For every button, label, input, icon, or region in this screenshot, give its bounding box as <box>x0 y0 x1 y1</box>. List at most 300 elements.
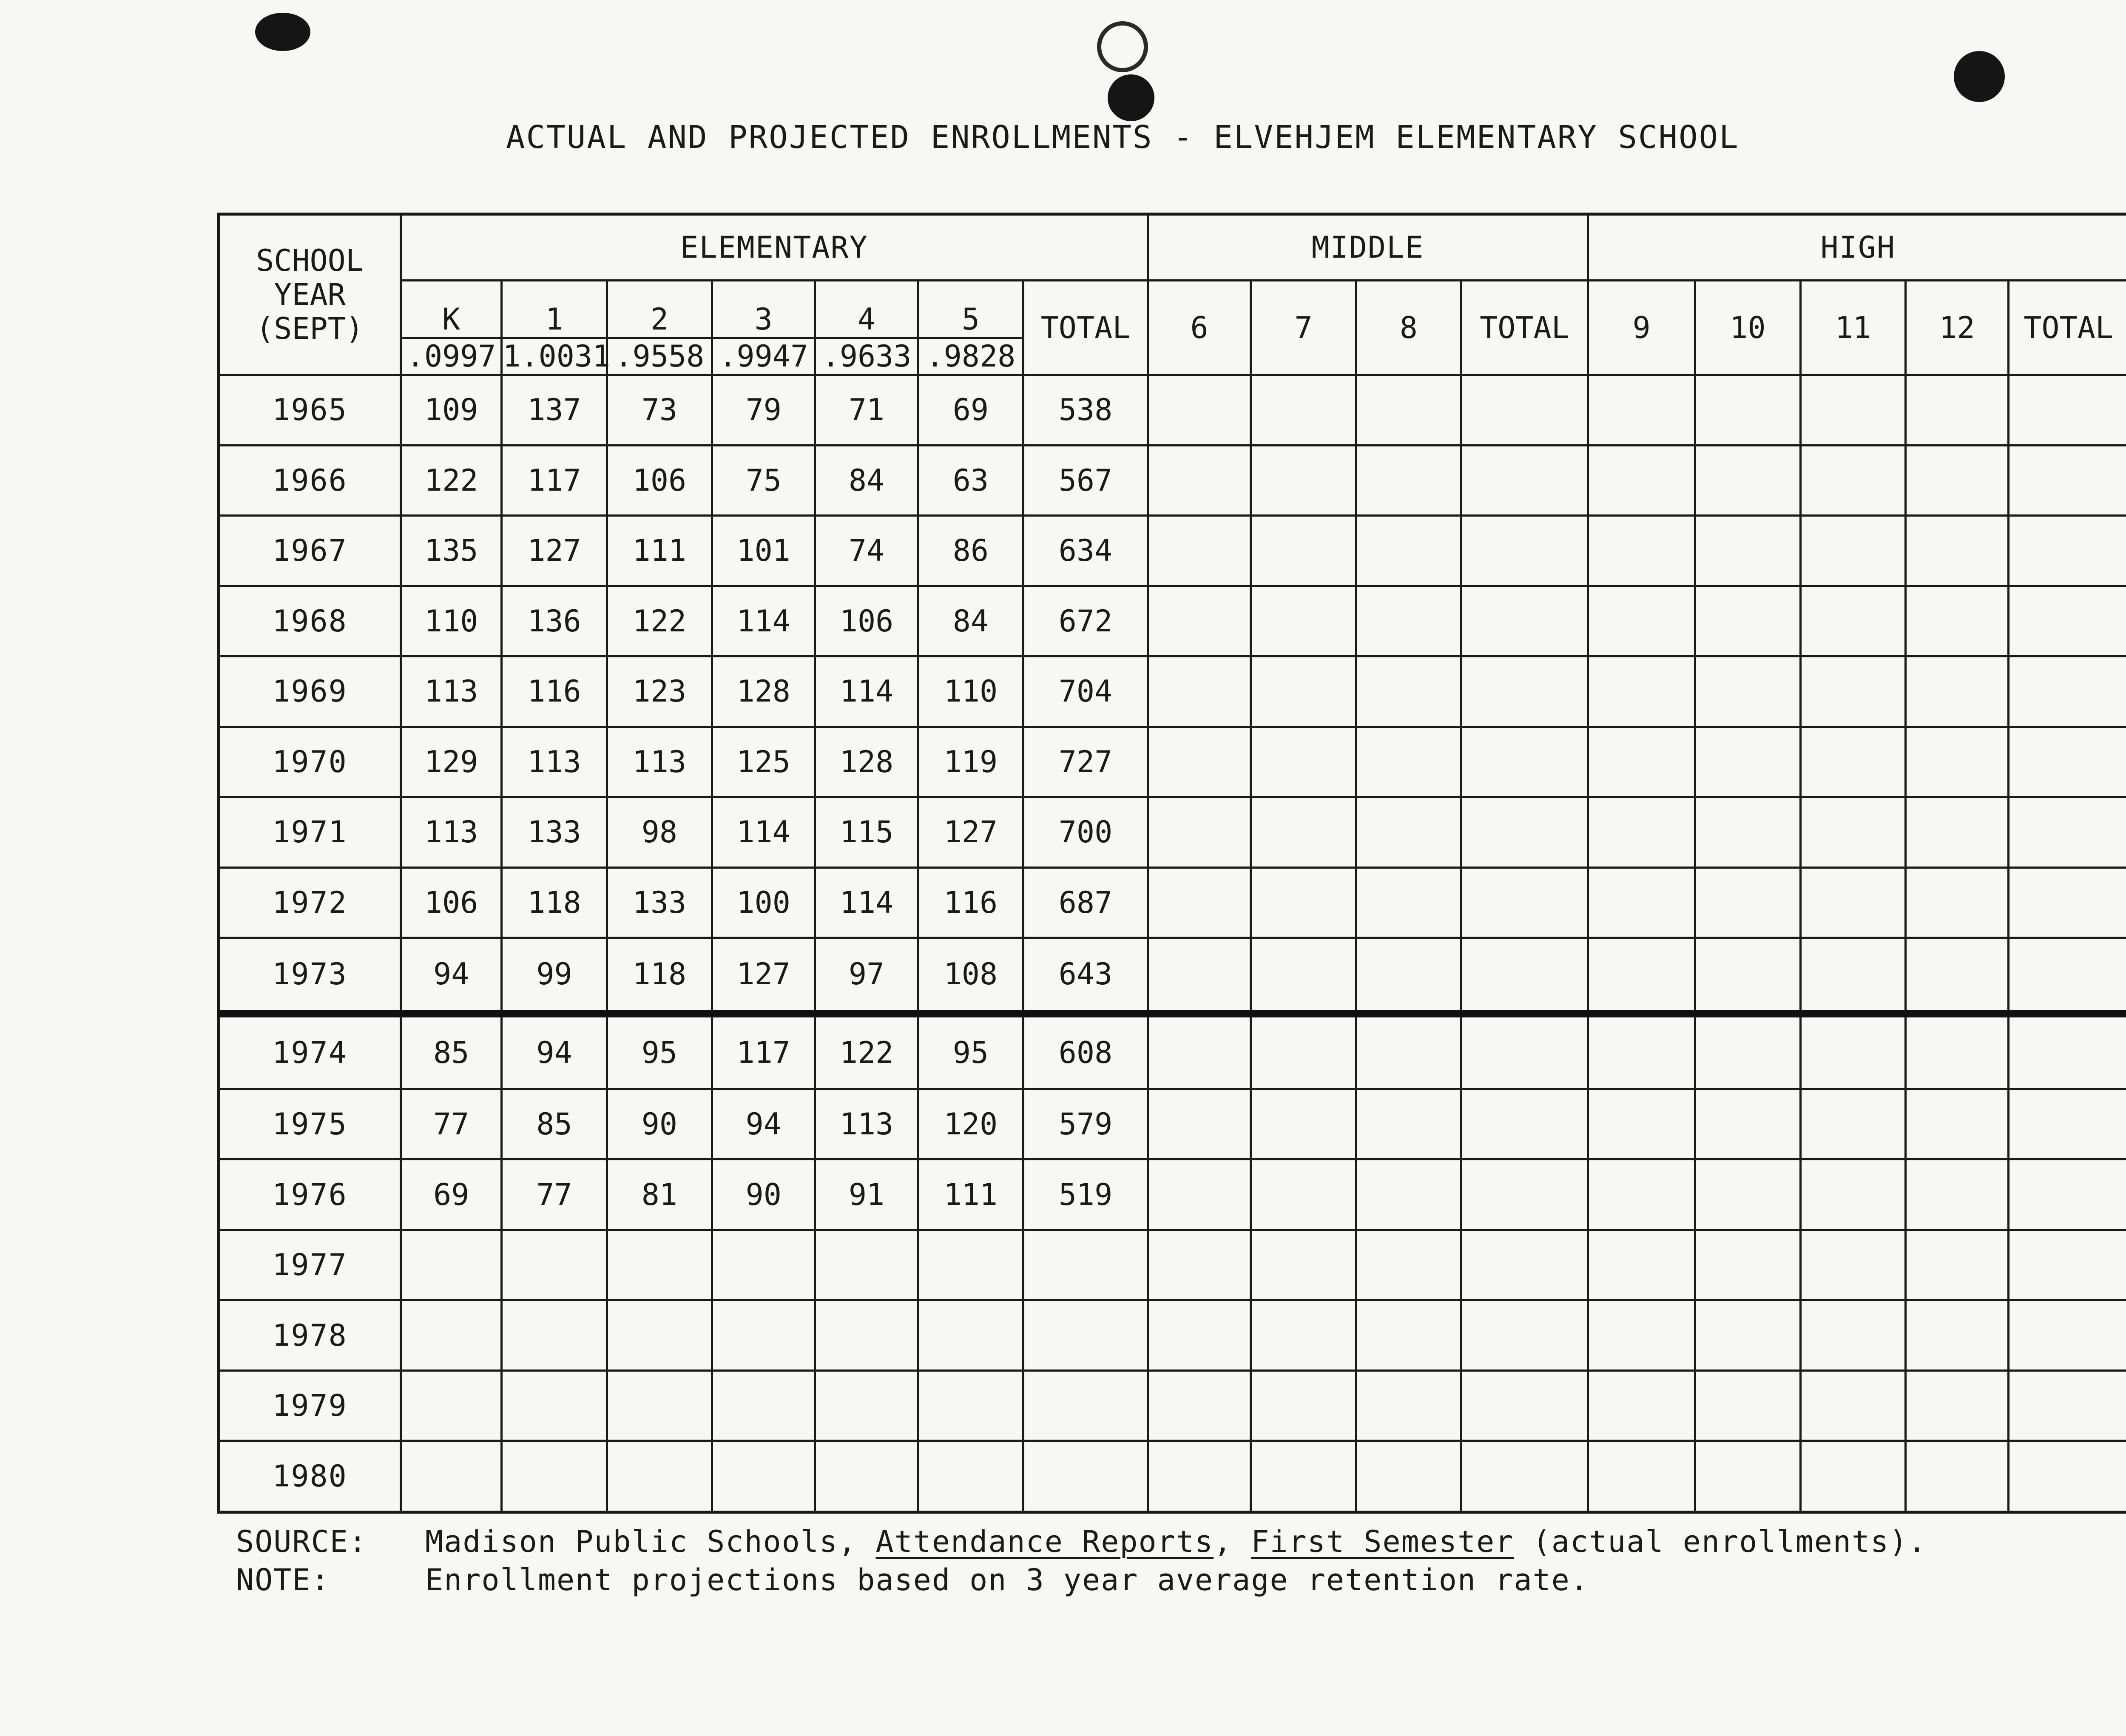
middle-empty-cell <box>1148 1300 1251 1371</box>
high-empty-cell <box>1800 727 1905 797</box>
grade-header-5: 5 <box>918 281 1023 338</box>
elementary-group-header: ELEMENTARY <box>401 214 1148 281</box>
middle-empty-cell <box>1461 1441 1588 1512</box>
elementary-cell-3: 101 <box>712 516 815 586</box>
year-cell: 1966 <box>219 445 401 516</box>
high-empty-cell <box>2009 375 2126 446</box>
elementary-cell-2: 133 <box>607 867 712 938</box>
elementary-cell-5 <box>918 1230 1023 1300</box>
middle-empty-cell <box>1148 1014 1251 1089</box>
middle-empty-cell <box>1356 656 1461 727</box>
elementary-cell-5: 84 <box>918 586 1023 656</box>
elementary-cell-4: 91 <box>815 1159 918 1230</box>
table-row <box>219 586 2126 656</box>
middle-empty-cell <box>1251 1089 1356 1159</box>
elementary-cell-4 <box>815 1441 918 1512</box>
group-header-row <box>219 214 2126 281</box>
middle-empty-cell <box>1356 867 1461 938</box>
table-row <box>219 445 2126 516</box>
source-prefix: Madison Public Schools, <box>425 1524 857 1559</box>
middle-empty-cell <box>1251 867 1356 938</box>
middle-empty-cell <box>1461 797 1588 868</box>
elementary-cell-1: 137 <box>502 375 607 446</box>
elementary-cell-3 <box>712 1300 815 1371</box>
elementary-cell-1: 133 <box>502 797 607 868</box>
elementary-cell-total: 634 <box>1023 516 1148 586</box>
year-cell: 1976 <box>219 1159 401 1230</box>
retention-rate-2: .9558 <box>607 338 712 375</box>
elementary-cell-total: 700 <box>1023 797 1148 868</box>
year-cell: 1973 <box>219 938 401 1014</box>
high-total-header: TOTAL <box>2009 281 2126 375</box>
middle-empty-cell <box>1148 1370 1251 1441</box>
elementary-cell-2: 95 <box>607 1014 712 1089</box>
punch-hole-center <box>1108 74 1154 121</box>
elementary-cell-k <box>401 1230 502 1300</box>
high-empty-cell <box>1588 1014 1695 1089</box>
high-empty-cell <box>1800 375 1905 446</box>
elementary-cell-5: 63 <box>918 445 1023 516</box>
retention-rate-4: .9633 <box>815 338 918 375</box>
middle-empty-cell <box>1356 1159 1461 1230</box>
elementary-cell-5 <box>918 1441 1023 1512</box>
year-cell: 1965 <box>219 375 401 446</box>
high-empty-cell <box>1695 1370 1800 1441</box>
elementary-cell-total <box>1023 1300 1148 1371</box>
middle-empty-cell <box>1356 1014 1461 1089</box>
grade-header-8: 8 <box>1356 281 1461 375</box>
enrollment-table <box>217 213 2126 1514</box>
high-empty-cell <box>2009 656 2126 727</box>
table-row <box>219 1230 2126 1300</box>
page-title: ACTUAL AND PROJECTED ENROLLMENTS - ELVEHJEM ELEMENTARY SCHOOL <box>506 119 1739 156</box>
middle-empty-cell <box>1251 445 1356 516</box>
note-text: Enrollment projections based on 3 year average retention rate. <box>425 1563 1589 1597</box>
high-empty-cell <box>1905 1230 2008 1300</box>
elementary-cell-1: 99 <box>502 938 607 1014</box>
middle-empty-cell <box>1148 797 1251 868</box>
elementary-cell-1 <box>502 1441 607 1512</box>
elementary-cell-1: 117 <box>502 445 607 516</box>
elementary-cell-total: 704 <box>1023 656 1148 727</box>
elementary-cell-k: 77 <box>401 1089 502 1159</box>
elementary-cell-4: 128 <box>815 727 918 797</box>
high-empty-cell <box>1695 1230 1800 1300</box>
high-empty-cell <box>1588 867 1695 938</box>
year-cell: 1967 <box>219 516 401 586</box>
high-empty-cell <box>1695 1441 1800 1512</box>
middle-empty-cell <box>1356 1300 1461 1371</box>
elementary-cell-2: 106 <box>607 445 712 516</box>
year-cell: 1975 <box>219 1089 401 1159</box>
year-cell: 1980 <box>219 1441 401 1512</box>
middle-empty-cell <box>1356 445 1461 516</box>
source-footnote <box>236 1524 1927 1559</box>
table-row <box>219 1014 2126 1089</box>
elementary-cell-2: 118 <box>607 938 712 1014</box>
elementary-cell-4: 114 <box>815 867 918 938</box>
retention-rate-k: .0997 <box>401 338 502 375</box>
elementary-cell-1 <box>502 1300 607 1371</box>
middle-total-header: TOTAL <box>1461 281 1588 375</box>
elementary-cell-total <box>1023 1441 1148 1512</box>
elementary-cell-3 <box>712 1441 815 1512</box>
elementary-total-header: TOTAL <box>1023 281 1148 375</box>
table-row <box>219 867 2126 938</box>
grade-header-10: 10 <box>1695 281 1800 375</box>
elementary-cell-3: 114 <box>712 797 815 868</box>
table-row <box>219 1300 2126 1371</box>
elementary-cell-total: 727 <box>1023 727 1148 797</box>
middle-empty-cell <box>1251 1370 1356 1441</box>
elementary-cell-total: 519 <box>1023 1159 1148 1230</box>
year-cell: 1971 <box>219 797 401 868</box>
high-empty-cell <box>1800 656 1905 727</box>
middle-empty-cell <box>1461 867 1588 938</box>
elementary-cell-total <box>1023 1370 1148 1441</box>
elementary-cell-1: 113 <box>502 727 607 797</box>
punch-hole-left <box>255 13 310 51</box>
elementary-cell-total: 608 <box>1023 1014 1148 1089</box>
year-cell: 1977 <box>219 1230 401 1300</box>
elementary-cell-2 <box>607 1370 712 1441</box>
elementary-cell-k: 94 <box>401 938 502 1014</box>
middle-empty-cell <box>1251 375 1356 446</box>
high-empty-cell <box>2009 1159 2126 1230</box>
high-empty-cell <box>1905 445 2008 516</box>
high-empty-cell <box>1800 1300 1905 1371</box>
elementary-cell-2: 98 <box>607 797 712 868</box>
high-empty-cell <box>1905 1089 2008 1159</box>
elementary-cell-4 <box>815 1300 918 1371</box>
year-header-line-3: (SEPT) <box>256 311 364 346</box>
middle-empty-cell <box>1461 1300 1588 1371</box>
high-empty-cell <box>1800 1230 1905 1300</box>
middle-empty-cell <box>1356 516 1461 586</box>
elementary-cell-3: 128 <box>712 656 815 727</box>
elementary-cell-1: 116 <box>502 656 607 727</box>
grade-header-12: 12 <box>1905 281 2008 375</box>
elementary-cell-3: 114 <box>712 586 815 656</box>
elementary-cell-k: 129 <box>401 727 502 797</box>
elementary-cell-total: 672 <box>1023 586 1148 656</box>
high-empty-cell <box>1588 375 1695 446</box>
high-empty-cell <box>1905 797 2008 868</box>
middle-empty-cell <box>1356 727 1461 797</box>
elementary-cell-k: 109 <box>401 375 502 446</box>
high-empty-cell <box>2009 727 2126 797</box>
elementary-cell-3 <box>712 1230 815 1300</box>
punch-hole-center-ring <box>1097 21 1148 72</box>
middle-empty-cell <box>1356 1441 1461 1512</box>
grade-header-2: 2 <box>607 281 712 338</box>
elementary-cell-5: 69 <box>918 375 1023 446</box>
high-empty-cell <box>2009 1089 2126 1159</box>
high-empty-cell <box>1588 797 1695 868</box>
high-empty-cell <box>2009 1300 2126 1371</box>
high-empty-cell <box>1588 656 1695 727</box>
elementary-cell-3 <box>712 1370 815 1441</box>
elementary-cell-total: 538 <box>1023 375 1148 446</box>
high-empty-cell <box>2009 516 2126 586</box>
elementary-cell-4 <box>815 1230 918 1300</box>
high-empty-cell <box>1800 797 1905 868</box>
elementary-cell-3: 79 <box>712 375 815 446</box>
high-empty-cell <box>1695 1014 1800 1089</box>
year-header-line-1: SCHOOL <box>256 243 364 278</box>
source-report-title: Attendance Reports <box>875 1524 1214 1559</box>
high-empty-cell <box>2009 1230 2126 1300</box>
elementary-cell-4 <box>815 1370 918 1441</box>
high-empty-cell <box>1800 1370 1905 1441</box>
middle-empty-cell <box>1356 1230 1461 1300</box>
middle-empty-cell <box>1461 1230 1588 1300</box>
elementary-cell-3: 75 <box>712 445 815 516</box>
elementary-cell-1: 118 <box>502 867 607 938</box>
elementary-cell-k: 135 <box>401 516 502 586</box>
elementary-cell-4: 71 <box>815 375 918 446</box>
middle-empty-cell <box>1461 445 1588 516</box>
middle-empty-cell <box>1251 1300 1356 1371</box>
elementary-cell-total: 687 <box>1023 867 1148 938</box>
elementary-cell-4: 115 <box>815 797 918 868</box>
high-empty-cell <box>1695 375 1800 446</box>
middle-empty-cell <box>1356 375 1461 446</box>
middle-empty-cell <box>1251 1230 1356 1300</box>
year-cell: 1972 <box>219 867 401 938</box>
grade-header-9: 9 <box>1588 281 1695 375</box>
middle-empty-cell <box>1461 586 1588 656</box>
high-empty-cell <box>2009 797 2126 868</box>
middle-empty-cell <box>1148 1441 1251 1512</box>
elementary-cell-5: 110 <box>918 656 1023 727</box>
high-empty-cell <box>1800 867 1905 938</box>
table-row <box>219 1370 2126 1441</box>
high-empty-cell <box>1588 1230 1695 1300</box>
elementary-cell-5: 108 <box>918 938 1023 1014</box>
middle-empty-cell <box>1461 1089 1588 1159</box>
grade-header-11: 11 <box>1800 281 1905 375</box>
retention-rate-5: .9828 <box>918 338 1023 375</box>
elementary-cell-3: 100 <box>712 867 815 938</box>
high-empty-cell <box>1588 1300 1695 1371</box>
year-cell: 1974 <box>219 1014 401 1089</box>
high-empty-cell <box>1800 938 1905 1014</box>
table-row <box>219 656 2126 727</box>
elementary-cell-k: 122 <box>401 445 502 516</box>
middle-empty-cell <box>1461 1159 1588 1230</box>
elementary-cell-1 <box>502 1230 607 1300</box>
middle-empty-cell <box>1148 516 1251 586</box>
middle-empty-cell <box>1461 656 1588 727</box>
elementary-cell-5 <box>918 1300 1023 1371</box>
elementary-cell-5: 111 <box>918 1159 1023 1230</box>
high-empty-cell <box>1695 727 1800 797</box>
source-separator: , <box>1214 1524 1233 1559</box>
high-empty-cell <box>1695 938 1800 1014</box>
elementary-cell-4: 113 <box>815 1089 918 1159</box>
high-empty-cell <box>1905 727 2008 797</box>
table-row <box>219 797 2126 868</box>
high-empty-cell <box>1588 1159 1695 1230</box>
year-cell: 1968 <box>219 586 401 656</box>
middle-empty-cell <box>1356 797 1461 868</box>
high-empty-cell <box>1905 938 2008 1014</box>
elementary-cell-total: 567 <box>1023 445 1148 516</box>
high-empty-cell <box>1695 1300 1800 1371</box>
middle-empty-cell <box>1356 1089 1461 1159</box>
middle-empty-cell <box>1148 656 1251 727</box>
high-empty-cell <box>2009 1370 2126 1441</box>
elementary-cell-2 <box>607 1441 712 1512</box>
middle-empty-cell <box>1461 727 1588 797</box>
high-empty-cell <box>1800 516 1905 586</box>
elementary-cell-4: 114 <box>815 656 918 727</box>
elementary-cell-1: 136 <box>502 586 607 656</box>
grade-header-4: 4 <box>815 281 918 338</box>
elementary-cell-3: 94 <box>712 1089 815 1159</box>
elementary-cell-total <box>1023 1230 1148 1300</box>
high-empty-cell <box>1695 516 1800 586</box>
table-row <box>219 1089 2126 1159</box>
elementary-cell-3: 90 <box>712 1159 815 1230</box>
high-empty-cell <box>1800 1441 1905 1512</box>
high-empty-cell <box>2009 586 2126 656</box>
elementary-cell-1: 77 <box>502 1159 607 1230</box>
year-cell: 1970 <box>219 727 401 797</box>
elementary-cell-4: 97 <box>815 938 918 1014</box>
source-suffix: (actual enrollments). <box>1532 1524 1927 1559</box>
high-empty-cell <box>1588 586 1695 656</box>
elementary-cell-k: 113 <box>401 656 502 727</box>
high-empty-cell <box>2009 1441 2126 1512</box>
elementary-cell-k <box>401 1370 502 1441</box>
elementary-cell-5: 86 <box>918 516 1023 586</box>
high-empty-cell <box>1905 1370 2008 1441</box>
elementary-cell-k: 106 <box>401 867 502 938</box>
enrollment-rows <box>219 375 2126 1512</box>
year-cell: 1979 <box>219 1370 401 1441</box>
high-empty-cell <box>1905 1300 2008 1371</box>
high-empty-cell <box>1695 656 1800 727</box>
elementary-cell-4: 122 <box>815 1014 918 1089</box>
grade-header-3: 3 <box>712 281 815 338</box>
elementary-cell-2 <box>607 1300 712 1371</box>
high-group-header: HIGH <box>1588 214 2126 281</box>
elementary-cell-5: 95 <box>918 1014 1023 1089</box>
high-empty-cell <box>2009 445 2126 516</box>
middle-empty-cell <box>1251 1441 1356 1512</box>
table-row <box>219 375 2126 446</box>
year-cell: 1969 <box>219 656 401 727</box>
table-row <box>219 1159 2126 1230</box>
note-label: NOTE: <box>236 1563 330 1597</box>
high-empty-cell <box>1695 867 1800 938</box>
elementary-cell-total: 643 <box>1023 938 1148 1014</box>
middle-empty-cell <box>1356 1370 1461 1441</box>
middle-empty-cell <box>1356 586 1461 656</box>
year-cell: 1978 <box>219 1300 401 1371</box>
high-empty-cell <box>2009 1014 2126 1089</box>
high-empty-cell <box>1905 1159 2008 1230</box>
high-empty-cell <box>1905 586 2008 656</box>
elementary-cell-3: 127 <box>712 938 815 1014</box>
middle-empty-cell <box>1148 375 1251 446</box>
table-row <box>219 727 2126 797</box>
note-footnote <box>236 1563 1589 1597</box>
elementary-cell-2: 111 <box>607 516 712 586</box>
grade-header-k: K <box>401 281 502 338</box>
high-empty-cell <box>1588 938 1695 1014</box>
table-row <box>219 1441 2126 1512</box>
middle-empty-cell <box>1251 1014 1356 1089</box>
middle-empty-cell <box>1461 516 1588 586</box>
middle-empty-cell <box>1148 586 1251 656</box>
retention-rate-1: 1.0031 <box>502 338 607 375</box>
high-empty-cell <box>1800 1159 1905 1230</box>
high-empty-cell <box>1695 797 1800 868</box>
high-empty-cell <box>1800 1089 1905 1159</box>
elementary-cell-k: 69 <box>401 1159 502 1230</box>
high-empty-cell <box>1905 375 2008 446</box>
elementary-cell-1: 94 <box>502 1014 607 1089</box>
high-empty-cell <box>1588 1441 1695 1512</box>
high-empty-cell <box>1800 1014 1905 1089</box>
elementary-cell-3: 117 <box>712 1014 815 1089</box>
high-empty-cell <box>1588 1089 1695 1159</box>
middle-empty-cell <box>1461 1370 1588 1441</box>
elementary-cell-k: 110 <box>401 586 502 656</box>
elementary-cell-5: 119 <box>918 727 1023 797</box>
grade-header-7: 7 <box>1251 281 1356 375</box>
high-empty-cell <box>1905 516 2008 586</box>
elementary-cell-5: 116 <box>918 867 1023 938</box>
high-empty-cell <box>1695 1159 1800 1230</box>
punch-hole-right <box>1954 51 2005 102</box>
high-empty-cell <box>1588 727 1695 797</box>
grade-header-6: 6 <box>1148 281 1251 375</box>
elementary-cell-2: 123 <box>607 656 712 727</box>
high-empty-cell <box>1588 516 1695 586</box>
table-row <box>219 516 2126 586</box>
middle-empty-cell <box>1251 656 1356 727</box>
middle-empty-cell <box>1251 938 1356 1014</box>
middle-empty-cell <box>1148 938 1251 1014</box>
middle-empty-cell <box>1148 445 1251 516</box>
high-empty-cell <box>1588 445 1695 516</box>
elementary-cell-k <box>401 1300 502 1371</box>
retention-rate-3: .9947 <box>712 338 815 375</box>
elementary-cell-1 <box>502 1370 607 1441</box>
elementary-cell-5: 127 <box>918 797 1023 868</box>
middle-empty-cell <box>1251 586 1356 656</box>
middle-empty-cell <box>1148 867 1251 938</box>
high-empty-cell <box>1905 1441 2008 1512</box>
elementary-cell-2: 81 <box>607 1159 712 1230</box>
elementary-cell-2: 113 <box>607 727 712 797</box>
high-empty-cell <box>2009 867 2126 938</box>
year-header-line-2: YEAR <box>274 277 346 312</box>
high-empty-cell <box>1695 445 1800 516</box>
elementary-cell-1: 127 <box>502 516 607 586</box>
high-empty-cell <box>2009 938 2126 1014</box>
elementary-cell-2 <box>607 1230 712 1300</box>
middle-empty-cell <box>1356 938 1461 1014</box>
elementary-cell-4: 74 <box>815 516 918 586</box>
high-empty-cell <box>1800 445 1905 516</box>
elementary-cell-3: 125 <box>712 727 815 797</box>
middle-empty-cell <box>1251 1159 1356 1230</box>
